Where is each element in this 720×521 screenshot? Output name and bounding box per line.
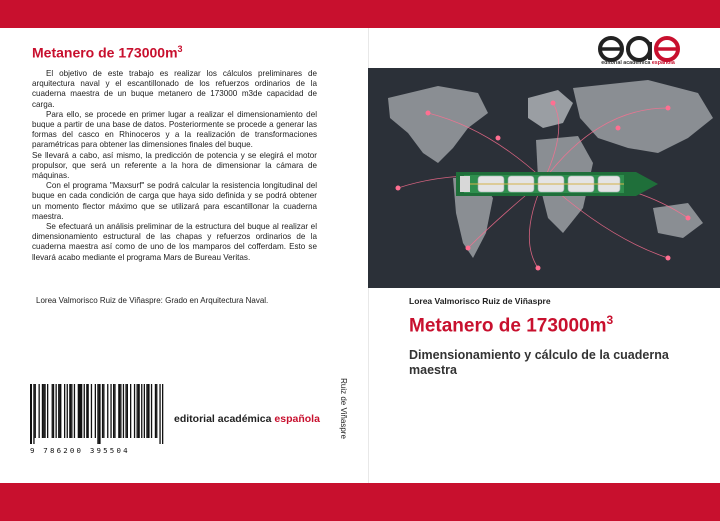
- back-cover-blurb: [32, 69, 317, 263]
- front-subtitle: Dimensionamiento y cálculo de la cuaderna maestra: [409, 348, 669, 377]
- barcode-bar: [130, 384, 131, 438]
- barcode-bar: [144, 384, 145, 438]
- publisher-name-back: editorial académica española: [174, 413, 320, 425]
- logo-caption: editorial académica española: [601, 60, 675, 66]
- barcode-bar: [102, 384, 103, 438]
- front-author: Lorea Valmorisco Ruiz de Viñaspre: [409, 296, 551, 306]
- publisher-logo: [596, 34, 682, 72]
- barcode-bar: [59, 384, 61, 438]
- barcode-bar: [159, 384, 160, 444]
- world-map-lng-tanker-icon: [368, 68, 720, 288]
- barcode-bar: [58, 384, 59, 438]
- barcode-bar: [78, 384, 79, 438]
- blurb-paragraph: Se efectuará un análisis preliminar de la estructura del buque al realizar el dimensionamiento estructural de las chapas y refuerzos ordinarios de la cuaderna maestra así como de uno de los mamparos del cofferdam. Esto se llevará acabo mediante el programa Mars de Bureau Veritas.: [32, 222, 317, 262]
- barcode-bar: [81, 384, 82, 438]
- spine-author: Ruiz de Viñaspre: [338, 378, 348, 439]
- barcode-bar: [103, 384, 104, 438]
- barcode-bar: [95, 384, 96, 438]
- barcode-bar: [67, 384, 68, 438]
- barcode-bar: [118, 384, 120, 438]
- barcode-bar: [44, 384, 45, 438]
- barcode-bar: [64, 384, 65, 438]
- barcode-bar: [99, 384, 101, 444]
- blurb-paragraph: Se llevará a cabo, así mismo, la predicción de potencia y se elegirá el motor propulsor, que será un referente a la hora de dimensionar la cámara de máquinas.: [32, 150, 317, 181]
- barcode-bar: [79, 384, 81, 438]
- barcode-bar: [156, 384, 157, 438]
- barcode-bar: [88, 384, 89, 438]
- barcode-bar: [86, 384, 87, 438]
- barcode-bar: [110, 384, 111, 438]
- back-cover-title: Metanero de $173000m^3$: [32, 44, 183, 61]
- barcode-bar: [33, 384, 34, 444]
- barcode-bar: [138, 384, 140, 438]
- top-band: [0, 0, 720, 28]
- barcode-bar: [141, 384, 142, 438]
- barcode-bar: [134, 384, 135, 438]
- isbn-digits: 9 786200 395504: [30, 446, 130, 455]
- barcode-bar: [162, 384, 163, 444]
- barcode-bar: [35, 384, 36, 438]
- author-bio: Lorea Valmorisco Ruiz de Viñaspre: Grado en Arquitectura Naval.: [36, 296, 269, 305]
- barcode-bar: [125, 384, 126, 438]
- barcode-bar: [42, 384, 43, 438]
- barcode-bar: [97, 384, 98, 444]
- barcode-bar: [84, 384, 85, 438]
- front-title: Metanero de $173000m^3$: [409, 313, 614, 337]
- barcode-bar: [71, 384, 72, 438]
- barcode-bar: [56, 384, 57, 438]
- barcode-bar: [39, 384, 40, 438]
- cover-image: [368, 68, 720, 288]
- barcode-bar: [52, 384, 53, 438]
- barcode-bar: [114, 384, 115, 438]
- barcode-bar: [148, 384, 150, 438]
- barcode-bar: [137, 384, 138, 438]
- barcode-bar: [43, 384, 44, 438]
- barcode-bar: [146, 384, 147, 438]
- barcode-bar: [47, 384, 48, 438]
- barcode-bar: [155, 384, 156, 438]
- barcode-bar: [69, 384, 71, 438]
- barcode-bar: [120, 384, 121, 438]
- bottom-band: [0, 483, 720, 521]
- barcode-bar: [30, 384, 32, 444]
- blurb-paragraph: Con el programa "Maxsurf" se podrá calcular la resistencia longitudinal del buque en cada condición de carga que haya sido definida y se podrá obtener un momento flector máximo que se utilizará para escantillonar la cuaderna maestra.: [32, 181, 317, 221]
- barcode-bar: [113, 384, 114, 438]
- barcode-bar: [127, 384, 128, 438]
- barcode-bar: [53, 384, 54, 438]
- barcode-bar: [74, 384, 75, 438]
- blurb-paragraph: El objetivo de este trabajo es realizar los cálculos preliminares de arquitectura naval y el escantillonado de los refuerzos ordinarios de la cuaderna maestra de un buque metanero de 173000 m3de capacidad de carga.: [32, 69, 317, 109]
- barcode-bar: [107, 384, 108, 438]
- barcode-bar: [91, 384, 92, 438]
- blurb-paragraph: Para ello, se procede en primer lugar a realizar el dimensionamiento del buque a partir de una base de datos. Posteriormente se procede a generar las formas del casco en Rhinoceros y a la realización de transformaciones paramétricas para obtener las dimensiones finales del buque.: [32, 109, 317, 150]
- barcode-bar: [123, 384, 124, 438]
- barcode-bar: [151, 384, 152, 438]
